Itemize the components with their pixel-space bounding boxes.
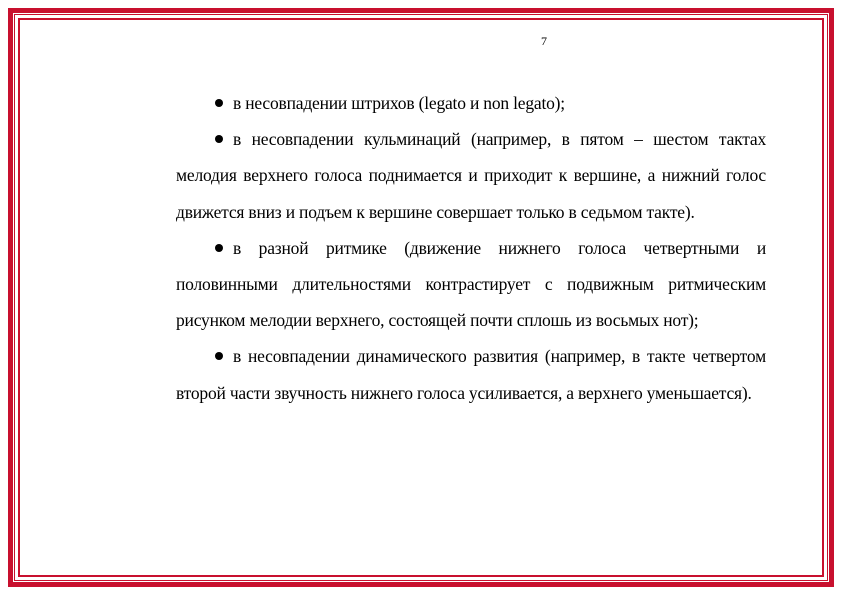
list-item-text: в несовпадении штрихов (legato и non legato); xyxy=(233,93,565,113)
list-item-text: в несовпадении кульминаций (например, в пятом – шестом тактах мелодия верхнего голоса поднимается и приходит к вершине, а нижний голос движется вниз и подъем к вершине совершает только в седьмом такте). xyxy=(176,129,766,222)
bullet-icon xyxy=(215,244,223,252)
list-item-text: в несовпадении динамического развития (например, в такте четвертом второй части звучность нижнего голоса усиливается, а верхнего уменьшается). xyxy=(176,346,766,403)
list-item xyxy=(176,338,766,410)
list-item xyxy=(176,230,766,339)
list-item xyxy=(176,121,766,230)
page-number: 7 xyxy=(541,34,547,48)
bullet-icon xyxy=(215,135,223,143)
list-item-text: в разной ритмике (движение нижнего голоса четвертными и половинными длительностями контрастирует с подвижным ритмическим рисунком мелодии верхнего, состоящей почти сплошь из восьмых нот); xyxy=(176,237,766,331)
bullet-icon xyxy=(215,352,223,360)
list-item xyxy=(176,85,766,121)
bullet-icon xyxy=(215,99,223,107)
document-body xyxy=(176,85,766,411)
